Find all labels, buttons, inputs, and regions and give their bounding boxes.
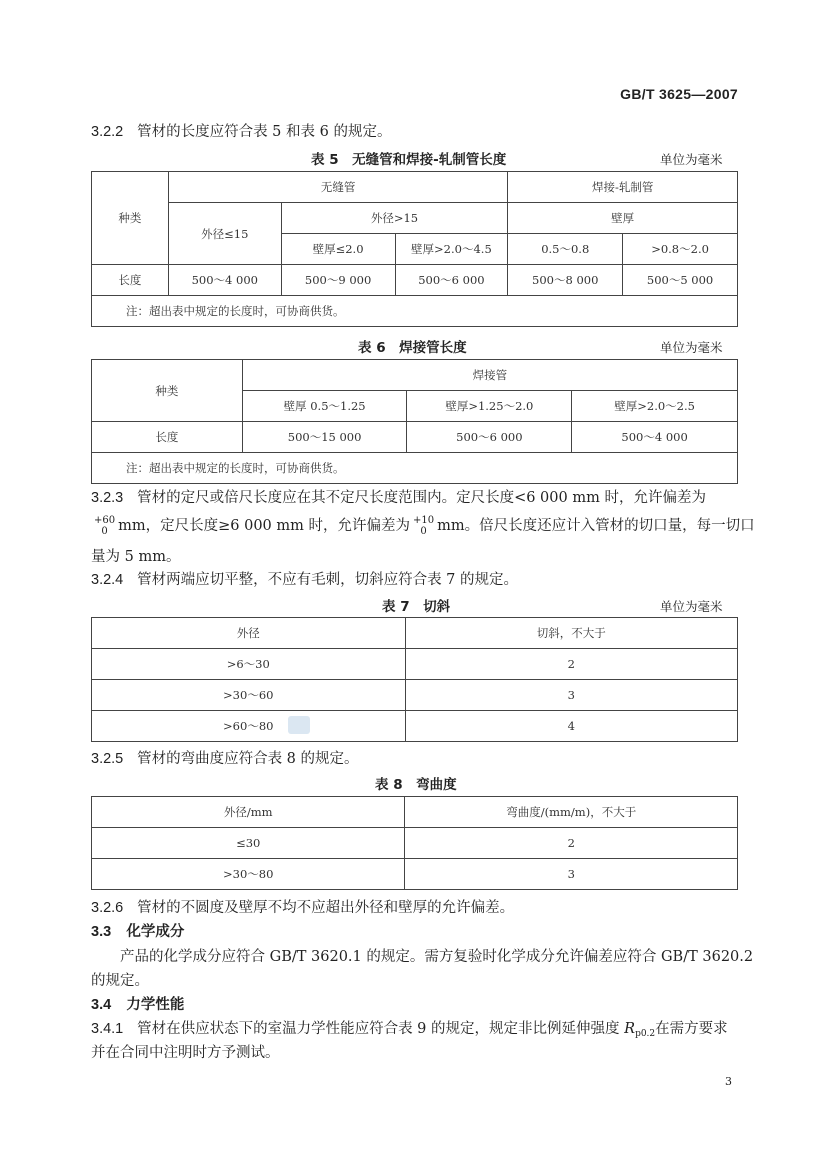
table5-header-type: 种类 xyxy=(92,172,169,265)
section-number: 3.3 xyxy=(91,924,112,940)
clause-number: 3.2.2 xyxy=(91,124,124,140)
clause-number: 3.2.4 xyxy=(91,572,124,588)
table8-header-bend: 弯曲度/(mm/m)，不大于 xyxy=(405,797,738,828)
clause-3-2-6 xyxy=(91,896,514,920)
table5-header-08-20: >0.8～2.0 xyxy=(623,234,738,265)
clause-text: 管材的不圆度及壁厚不均不应超出外径和壁厚的允许偏差。 xyxy=(137,900,515,916)
table5-unit: 单位为毫米 xyxy=(660,152,723,167)
table5-header-welded-rolled: 焊接-轧制管 xyxy=(508,172,738,203)
table6-header-col: 壁厚>1.25～2.0 xyxy=(407,391,572,422)
clause-text: 管材的弯曲度应符合表 8 的规定。 xyxy=(137,751,359,767)
clause-3-2-5 xyxy=(91,747,359,771)
table-cell: 500～6 000 xyxy=(395,265,508,296)
table8-header-od: 外径/mm xyxy=(92,797,405,828)
table-row xyxy=(92,680,738,711)
clause-text: 在需方要求 xyxy=(655,1021,728,1037)
table-cell: >6～30 xyxy=(92,649,406,680)
table-row xyxy=(92,711,738,742)
clause-number: 3.2.3 xyxy=(91,490,124,506)
clause-3-2-3-line3: 量为 5 mm。 xyxy=(91,549,181,565)
tolerance-fraction xyxy=(94,515,115,537)
table5-header-od-gt15: 外径>15 xyxy=(281,203,508,234)
table5-caption: 表 5 无缝管和焊接-轧制管长度 xyxy=(311,152,507,168)
clause-number: 3.2.6 xyxy=(91,900,124,916)
table-row xyxy=(92,649,738,680)
symbol-r: R xyxy=(624,1021,636,1037)
clause-number: 3.2.5 xyxy=(91,751,124,767)
table6-header-col: 壁厚 0.5～1.25 xyxy=(242,391,407,422)
table6-header-welded: 焊接管 xyxy=(242,360,737,391)
table-cell: 500～4 000 xyxy=(168,265,281,296)
section-3-3-heading xyxy=(91,920,184,944)
table6-header-type: 种类 xyxy=(92,360,243,422)
table7-header-od: 外径 xyxy=(92,618,406,649)
table7-unit: 单位为毫米 xyxy=(660,599,723,614)
table5 xyxy=(91,171,738,327)
table7-header-cut: 切斜，不大于 xyxy=(405,618,737,649)
table7-caption: 表 7 切斜 xyxy=(382,599,451,615)
symbol-subscript: p0.2 xyxy=(635,1029,656,1039)
table-row xyxy=(92,859,738,890)
standard-number: GB/T 3625—2007 xyxy=(620,86,738,102)
watermark-stamp xyxy=(288,716,310,734)
clause-3-2-3-line2 xyxy=(91,514,755,538)
table5-header-wall: 壁厚 xyxy=(508,203,738,234)
table6-unit: 单位为毫米 xyxy=(660,340,723,355)
clause-3-2-2 xyxy=(91,120,391,144)
table-row xyxy=(92,828,738,859)
table6-caption: 表 6 焊接管长度 xyxy=(358,340,467,356)
table5-header-wall-le2: 壁厚≤2.0 xyxy=(281,234,395,265)
clause-text: 管材在供应状态下的室温力学性能应符合表 9 的规定，规定非比例延伸强度 xyxy=(137,1021,620,1037)
table5-header-05-08: 0.5～0.8 xyxy=(508,234,623,265)
tolerance-upper: +60 xyxy=(94,515,116,526)
table-cell: 500～8 000 xyxy=(508,265,623,296)
table8 xyxy=(91,796,738,890)
table5-row-label: 长度 xyxy=(92,265,169,296)
clause-text: 管材的长度应符合表 5 和表 6 的规定。 xyxy=(137,124,392,140)
clause-text: mm。倍尺长度还应计入管材的切口量，每一切口 xyxy=(437,518,755,534)
clause-number: 3.4.1 xyxy=(91,1021,124,1037)
table6 xyxy=(91,359,738,484)
clause-text: 管材的定尺或倍尺长度应在其不定尺长度范围内。定尺长度<6 000 mm 时，允许偏差为 xyxy=(137,490,706,506)
table-cell: >60～80 xyxy=(92,711,406,742)
table8-caption: 表 8 弯曲度 xyxy=(375,777,457,793)
clause-text: mm，定尺长度≥6 000 mm 时，允许偏差为 xyxy=(118,518,410,534)
table-cell: 2 xyxy=(405,649,737,680)
section-title: 化学成分 xyxy=(126,923,185,940)
table-cell: 3 xyxy=(405,859,738,890)
tolerance-lower: 0 xyxy=(420,526,427,537)
table5-header-seamless: 无缝管 xyxy=(168,172,507,203)
table5-note: 注：超出表中规定的长度时，可协商供货。 xyxy=(92,296,738,327)
table-cell: 3 xyxy=(405,680,737,711)
section-3-3-line2: 的规定。 xyxy=(91,973,149,989)
table-cell: >30～60 xyxy=(92,680,406,711)
tolerance-fraction xyxy=(413,515,434,537)
clause-3-2-3-line1 xyxy=(91,486,706,510)
clause-text: 管材两端应切平整，不应有毛刺，切斜应符合表 7 的规定。 xyxy=(137,572,519,588)
table-row xyxy=(92,422,738,453)
table-row xyxy=(92,265,738,296)
tolerance-upper: +10 xyxy=(413,515,435,526)
table-cell: 500～9 000 xyxy=(281,265,395,296)
table-cell: ≤30 xyxy=(92,828,405,859)
table-cell: 2 xyxy=(405,828,738,859)
table6-note: 注：超出表中规定的长度时，可协商供货。 xyxy=(92,453,738,484)
section-number: 3.4 xyxy=(91,997,112,1013)
table-cell: 500～15 000 xyxy=(242,422,407,453)
table6-row-label: 长度 xyxy=(92,422,243,453)
table5-header-wall-2-45: 壁厚>2.0～4.5 xyxy=(395,234,508,265)
table-cell: 4 xyxy=(405,711,737,742)
section-3-3-line1: 产品的化学成分应符合 GB/T 3620.1 的规定。需方复验时化学成分允许偏差应符合 GB/T 3620.2 xyxy=(120,949,754,965)
clause-3-4-1-line2: 并在合同中注明时方予测试。 xyxy=(91,1045,280,1061)
section-3-4-heading xyxy=(91,993,184,1017)
table-cell: >30～80 xyxy=(92,859,405,890)
table-cell: 500～4 000 xyxy=(572,422,738,453)
clause-3-2-4 xyxy=(91,568,518,592)
table-cell: 500～5 000 xyxy=(623,265,738,296)
table7 xyxy=(91,617,738,742)
section-title: 力学性能 xyxy=(126,996,185,1013)
page-number: 3 xyxy=(725,1075,732,1088)
table6-header-col: 壁厚>2.0～2.5 xyxy=(572,391,738,422)
table-cell: 500～6 000 xyxy=(407,422,572,453)
table5-header-od-le15: 外径≤15 xyxy=(168,203,281,265)
tolerance-lower: 0 xyxy=(101,526,108,537)
